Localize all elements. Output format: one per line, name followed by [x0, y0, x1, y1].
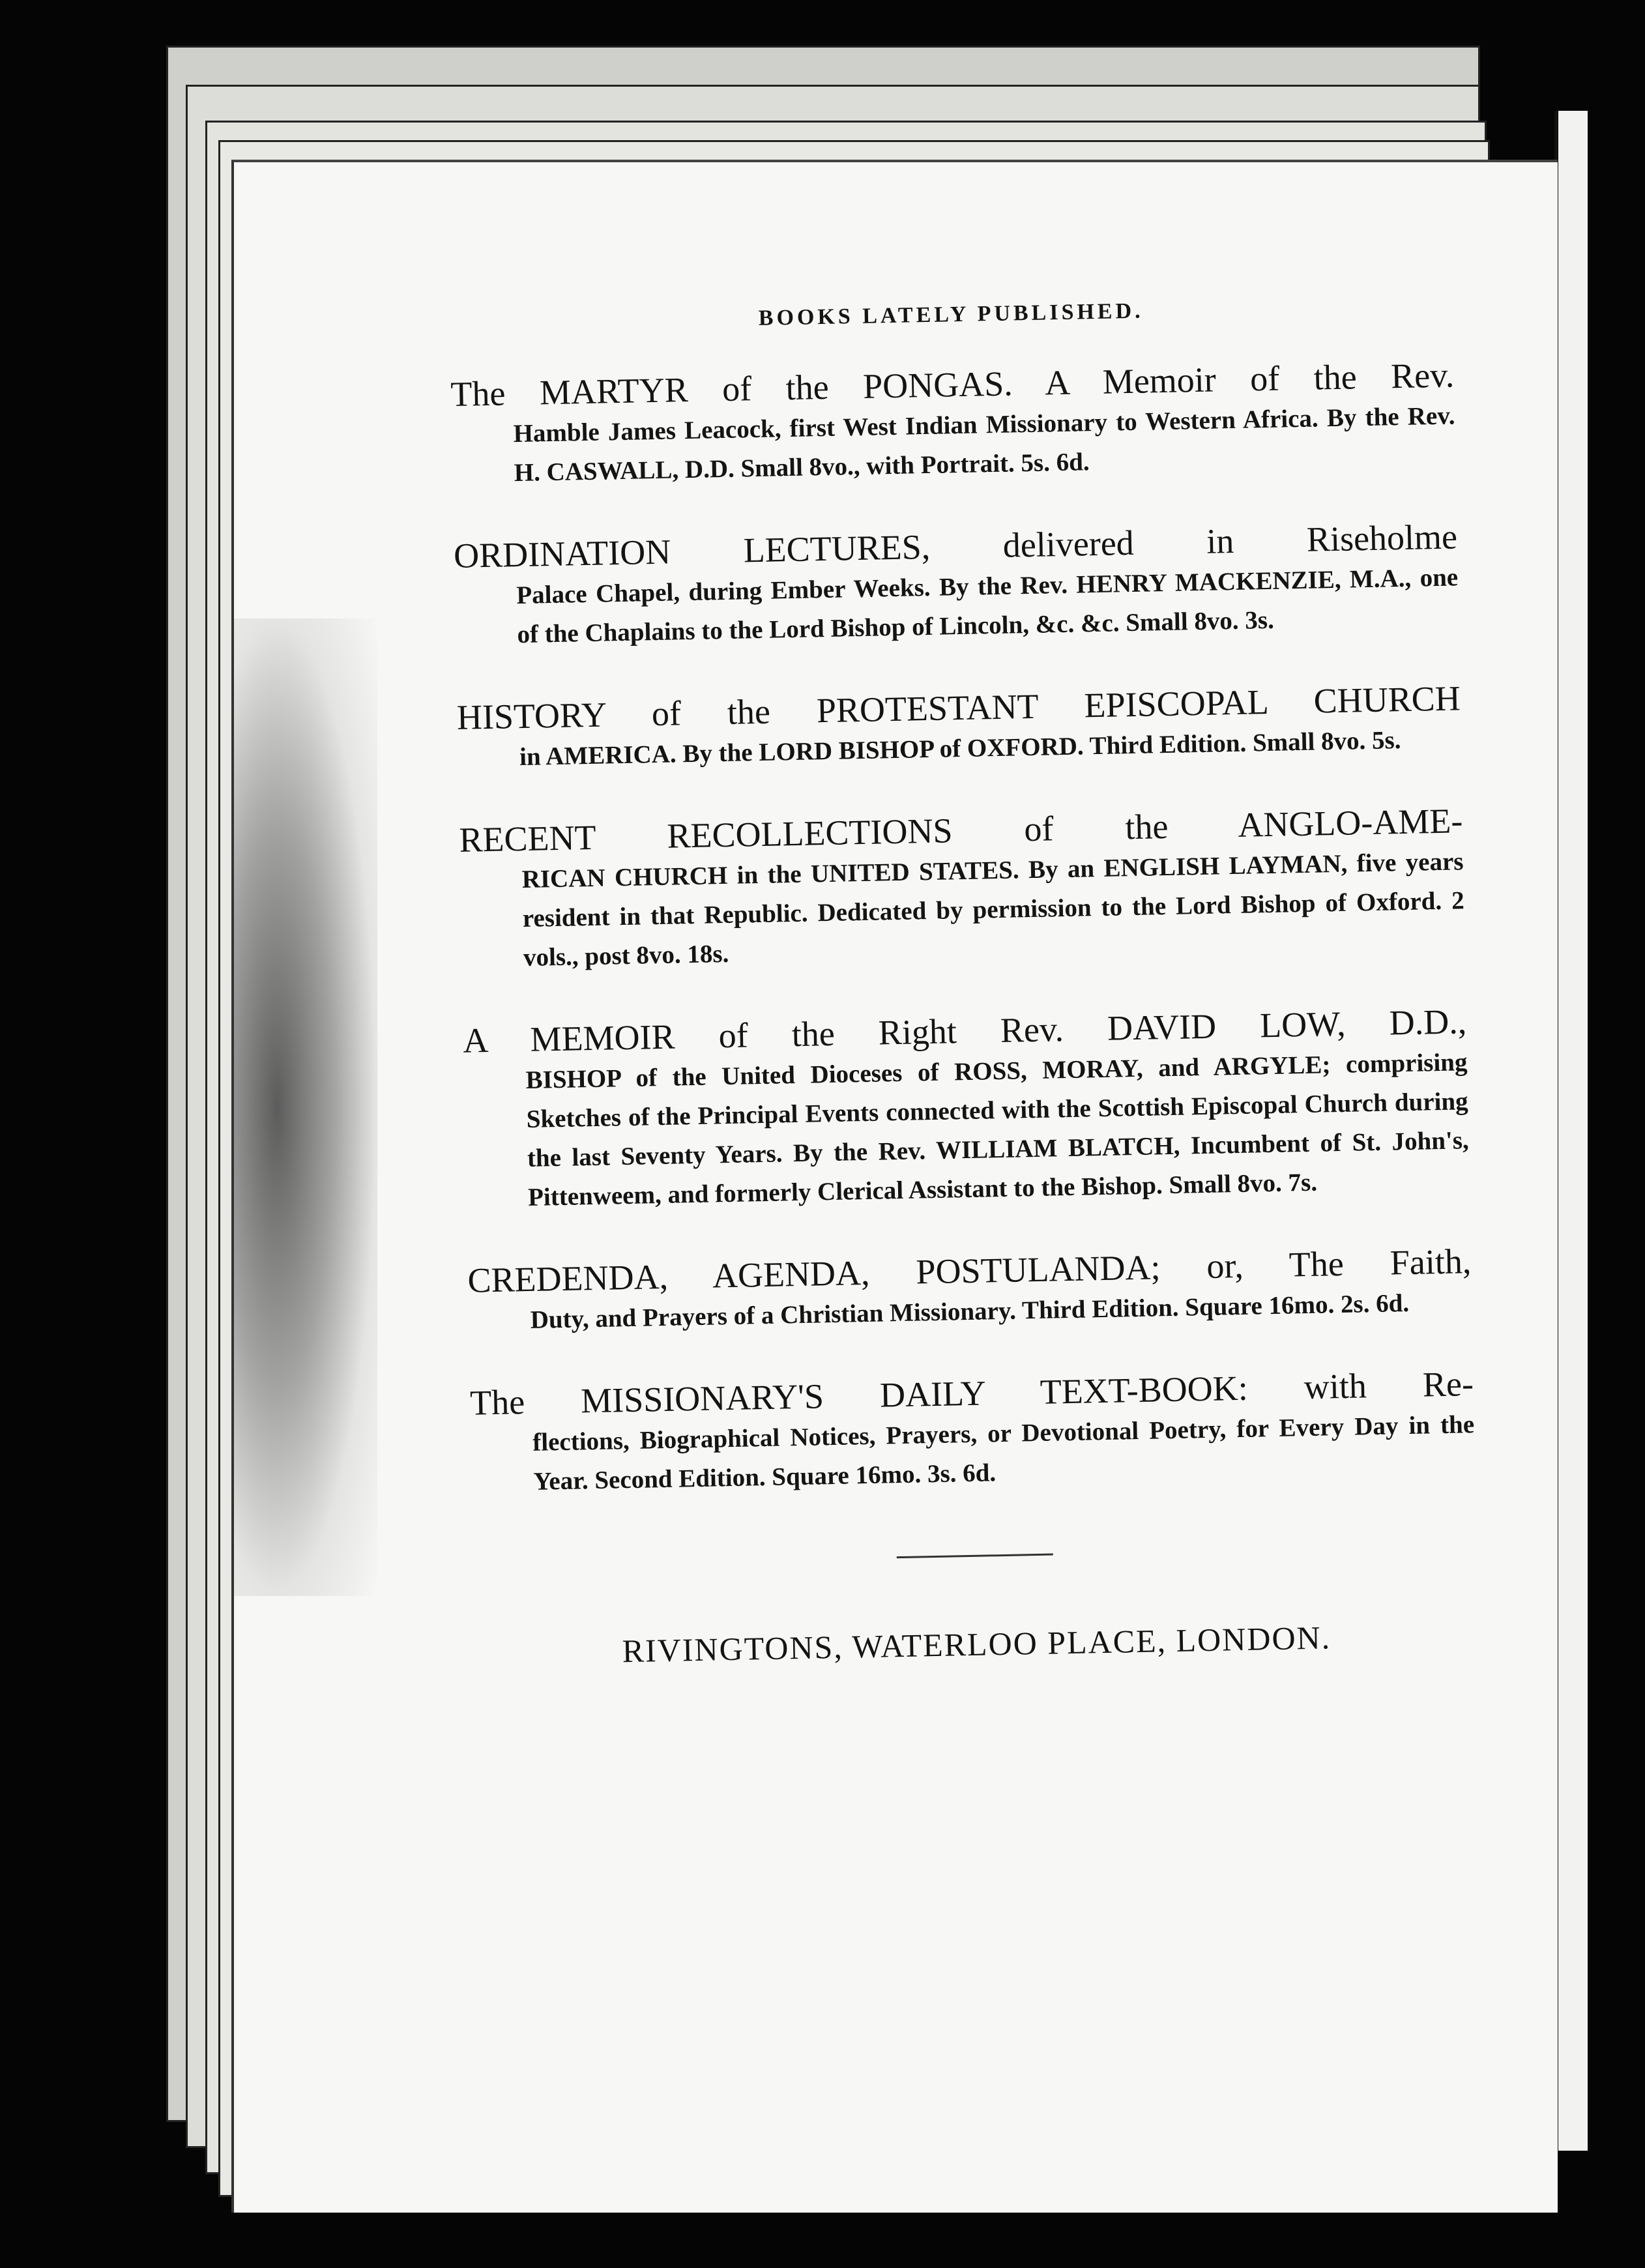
book-entry — [459, 799, 1465, 979]
entry-title: The MARTYR of the PONGAS. A Memoir of the Rev. — [450, 355, 1455, 414]
entry-description: in AMERICA. By the LORD BISHOP of OXFORD. Third Edition. Small 8vo. 5s. — [519, 726, 1401, 772]
entry-description: Palace Chapel, during Ember Weeks. By the Rev. HENRY MACKENZIE, M.A., one of the Chaplains to the Lord Bishop of Lincoln, &c. &c. Small 8vo. 3s. — [516, 563, 1459, 649]
page-content — [449, 293, 1479, 1672]
publisher-imprint: RIVINGTONS, WATERLOO PLACE, LONDON. — [622, 1619, 1332, 1670]
book-entry — [454, 515, 1459, 656]
water-stain — [234, 618, 377, 1596]
entry-title: RECENT RECOLLECTIONS of the ANGLO-AME- — [458, 801, 1463, 860]
book-entry — [467, 1240, 1472, 1341]
entry-title: ORDINATION LECTURES, delivered in Riseholme — [453, 517, 1458, 575]
book-entry — [450, 353, 1456, 494]
entry-title: A MEMOIR of the Right Rev. DAVID LOW, D.D., — [462, 1002, 1467, 1060]
entry-description: flections, Biographical Notices, Prayers, or Devotional Poetry, for Every Day in the Year. Second Edition. Square 16mo. 3s. 6d. — [532, 1410, 1475, 1496]
divider-rule — [897, 1554, 1053, 1559]
page-header: BOOKS LATELY PUBLISHED. — [758, 298, 1144, 330]
book-entry — [463, 1000, 1470, 1219]
page — [231, 160, 1558, 2213]
entry-description: RICAN CHURCH in the UNITED STATES. By an ENGLISH LAYMAN, five years resident in that Republic. Dedicated by permission to the Lord Bishop of Oxford. 2 vols., post 8vo. 18s. — [521, 847, 1465, 972]
entry-title: The MISSIONARY'S DAILY TEXT-BOOK: with Re- — [469, 1364, 1474, 1423]
entry-description: Hamble James Leacock, first West Indian Missionary to Western Africa. By the Rev. H. CASWALL, D.D. Small 8vo., with Portrait. 5s. 6d. — [513, 401, 1455, 487]
facing-page-edge — [1554, 111, 1588, 2151]
entry-title: HISTORY of the PROTESTANT EPISCOPAL CHURCH — [456, 678, 1461, 737]
book-entry — [456, 676, 1461, 778]
book-entry — [470, 1362, 1476, 1503]
entry-description: BISHOP of the United Dioceses of ROSS, MORAY, and ARGYLE; comprising Sketches of the Principal Events connected with the Scottish Episcopal Church during the last Seventy Years. By the Rev. WILLIAM BLATCH, Incumbent of St. John's, Pittenweem, and formerly Clerical Assistant to the Bishop. Small 8vo. 7s. — [525, 1048, 1470, 1212]
entry-description: Duty, and Prayers of a Christian Missionary. Third Edition. Square 16mo. 2s. 6d. — [530, 1289, 1410, 1334]
entry-title: CREDENDA, AGENDA, POSTULANDA; or, The Faith, — [467, 1242, 1472, 1300]
